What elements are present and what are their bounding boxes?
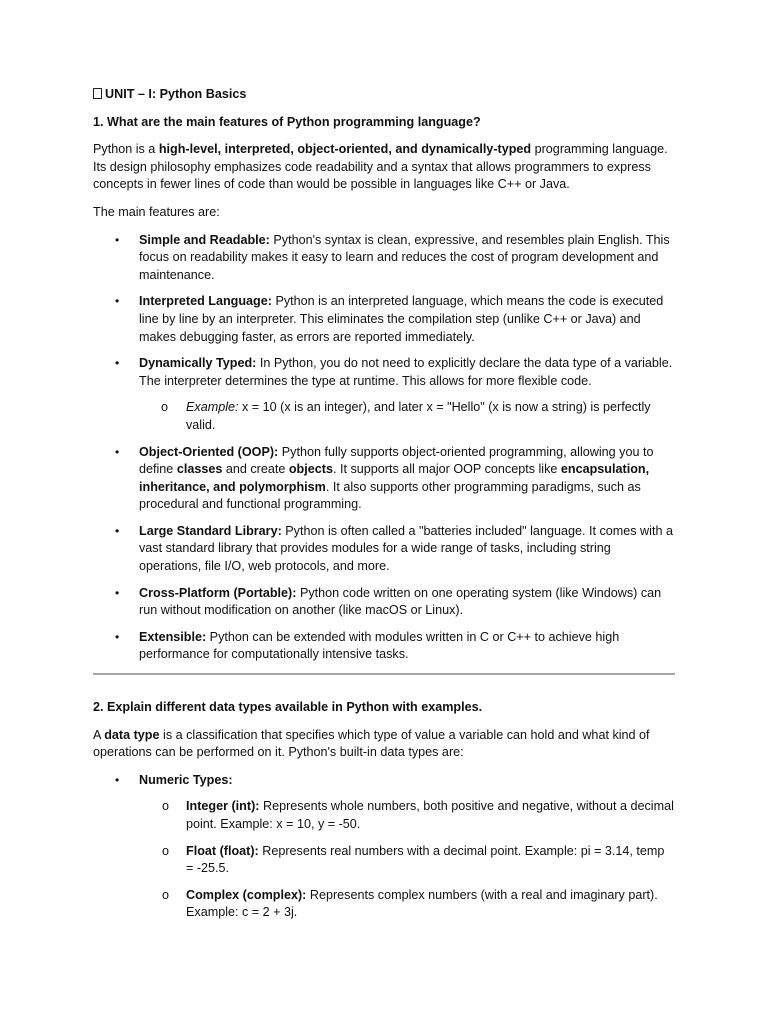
sub-bullet-marker: o [162,887,170,902]
dynamic-typing-example-list [139,399,675,434]
feature-cross-platform: • Cross-Platform (Portable): Python code written on one operating system (like Windows) can run without modification on another (like macOS or Linux). [115,585,662,618]
feature-object-oriented: • Object-Oriented (OOP): Python fully supports object-oriented programming, allowing you to define classes and create objects. It supports all major OOP concepts like encapsulation, inheritance, and polymorphism. It also supports other programming paradigms, such as procedural and functional programming. [115,444,654,512]
features-list [93,232,675,664]
section-divider [93,673,675,675]
sub-bullet-marker: o [162,843,170,858]
bullet-marker: • [115,294,120,309]
feature-standard-library: • Large Standard Library: Python is often called a "batteries included" language. It comes with a vast standard library that provides modules for a wide range of tasks, including string operations, file I/O, web protocols, and more. [115,523,673,574]
features-intro: The main features are: [93,204,220,219]
q2-intro: A data type is a classification that specifies which type of value a variable can hold and what kind of operations can be performed on it. Python's built-in data types are: [93,727,650,760]
question-1: 1. What are the main features of Python programming language? [93,114,481,129]
feature-interpreted: • Interpreted Language: Python is an interpreted language, which means the code is executed line by line by an interpreter. This eliminates the compilation step (unlike C++ or Java) and makes debugging faster, as errors are reported immediately. [115,294,664,344]
numeric-types-item: • Numeric Types: [93,772,675,790]
data-types-list [93,772,675,790]
numeric-type-complex: o Complex (complex): Represents complex numbers (with a real and imaginary part). Example: c = 2 + 3j. [162,887,658,920]
sub-bullet-marker: o [161,400,169,415]
numeric-type-int: o Integer (int): Represents whole numbers, both positive and negative, without a decimal point. Example: x = 10, y = -50. [162,799,674,831]
dynamic-typing-example: o Example: x = 10 (x is an integer), and later x = "Hello" (x is now a string) is perfectly valid. [161,400,651,432]
bullet-marker: • [115,629,120,644]
feature-dynamically-typed: • Dynamically Typed: In Python, you do not need to explicitly declare the data type of a variable. The interpreter determines the type at runtime. This allows for more flexible code. o Example: x = 10 (x is an integer), and later x = "Hello" (x is now a string) is perfectly valid. [93,355,675,434]
q1-intro: Python is a high-level, interpreted, object-oriented, and dynamically-typed programming language. Its design philosophy emphasizes code readability and a syntax that allows programmers to express concepts in fewer lines of code than would be possible in languages like C++ or Java. [93,142,668,192]
numeric-types-list [93,798,675,922]
bullet-marker: • [115,772,120,787]
bullet-marker: • [115,356,120,371]
document-content [93,86,675,931]
numeric-type-float: o Float (float): Represents real numbers with a decimal point. Example: pi = 3.14, temp = -25.5. [162,843,665,876]
bullet-marker: • [115,523,120,538]
missing-glyph-icon [93,88,102,99]
question-2: 2. Explain different data types available in Python with examples. [93,700,483,715]
bullet-marker: • [115,585,120,600]
unit-title: UNIT – I: Python Basics [93,86,675,104]
bullet-marker: • [115,232,120,247]
feature-extensible: • Extensible: Python can be extended with modules written in C or C++ to achieve high performance for computationally intensive tasks. [115,629,620,662]
bullet-marker: • [115,444,120,459]
sub-bullet-marker: o [162,799,170,814]
feature-simple-readable: • Simple and Readable: Python's syntax is clean, expressive, and resembles plain English. This focus on readability makes it easy to learn and reduces the cost of program development and maintenance. [115,232,670,282]
